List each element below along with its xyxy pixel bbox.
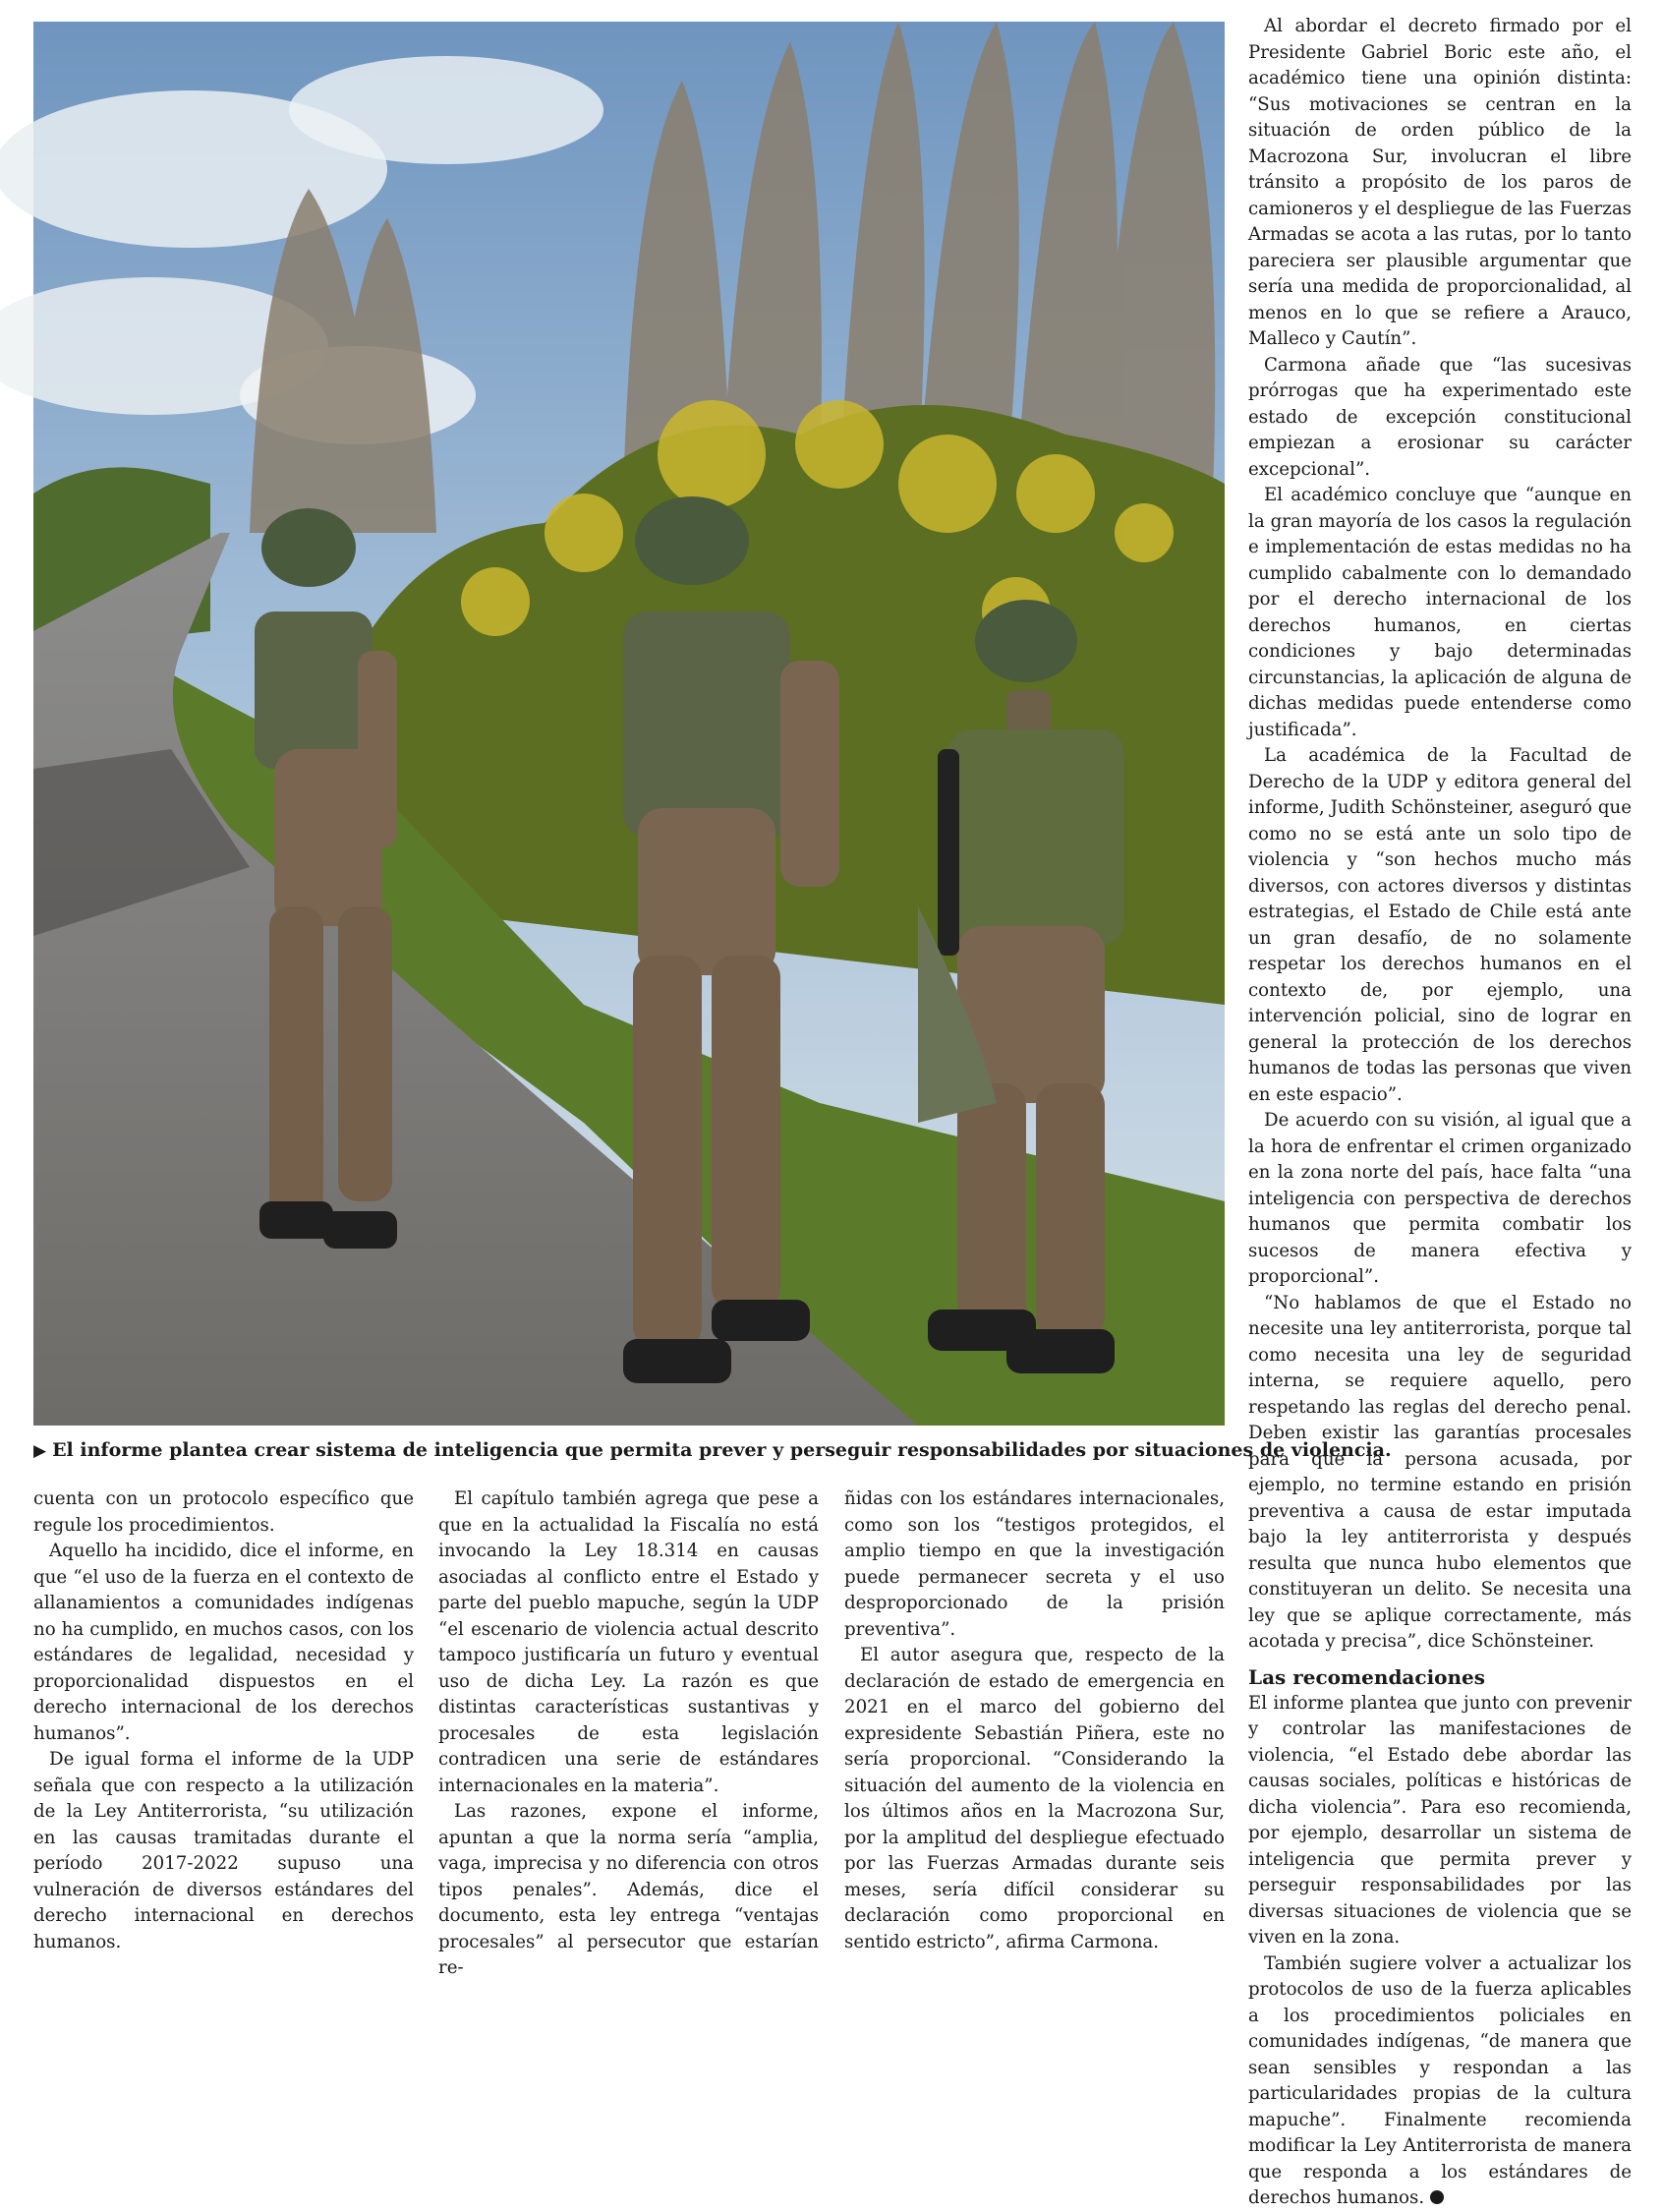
section-heading: Las recomendaciones	[1248, 1664, 1486, 1689]
paragraph: La académica de la Facultad de Derecho de la UDP y editora general del informe, Judith Schönsteiner, aseguró que como no se está ante un solo tipo de violencia y “son hechos mucho más diversos, con actores diversos y distintas estrategias, el Estado de Chile está ante un gran desafío, de no solamente respetar los derechos humanos en el contexto de, por ejemplo, una intervención policial, sino de lograr en general la protección de los derechos humanos de todas las personas que viven en este espacio”.	[1248, 745, 1632, 1105]
paragraph-text: También sugiere volver a actualizar los protocolos de uso de la fuerza aplicables a los procedimientos policiales en comunidades indígenas, “de manera que sean sensibles y respondan a las particularidades propias de la cultura mapuche”. Finalmente recomienda modificar la Ley Antiterrorista de manera que responda a los estándares de derechos humanos.	[1248, 1952, 1632, 2208]
paragraph: De acuerdo con su visión, al igual que a la hora de enfrentar el crimen organizado en la zona norte del país, hace falta “una inteligencia con perspectiva de derechos humanos que permita combatir los sucesos de manera efectiva y proporcional”.	[1248, 1110, 1632, 1287]
paragraph: El académico concluye que “aunque en la gran mayoría de los casos la regulación e implementación de estas medidas no ha cumplido cabalmente con lo demandado por el derecho internacional de los derechos humanos, en ciertas condiciones y bajo determinadas circunstancias, la aplicación de alguna de dichas medidas puede entenderse como justificada”.	[1248, 485, 1632, 740]
photo-caption	[33, 1437, 1392, 1464]
paragraph	[1248, 1951, 1632, 2212]
article-column-4	[1248, 14, 1632, 2212]
paragraph: El capítulo también agrega que pese a que en la actualidad la Fiscalía no está invocando la Ley 18.314 en causas asociadas al conflicto entre el Estado y parte del pueblo mapuche, según la UDP “el escenario de violencia actual descrito tampoco justificaría un futuro y eventual uso de dicha Ley. La razón es que distintas características sustantivas y procesales de esta legislación contradicen una serie de estándares internacionales en la materia”.	[438, 1488, 819, 1796]
photo-carabineros-icon	[33, 22, 1225, 1426]
paragraph: “No hablamos de que el Estado no necesite una ley antiterrorista, porque tal como necesita una ley de seguridad interna, se requiere aquello, pero respetando las reglas del derecho penal. Deben existir las garantías procesales para que la persona acusada, por ejemplo, no termine estando en prisión preventiva a causa de estar imputada bajo la ley antiterrorista y después resulta que nunca hubo elementos que constituyeran un delito. Se necesita una ley que se aplique correctamente, más acotada y precisa”, dice Schönsteiner.	[1248, 1292, 1632, 1652]
paragraph: Las razones, expone el informe, apuntan a que la norma sería “amplia, vaga, imprecisa y no diferencia con otros tipos penales”. Además, dice el documento, esta ley entrega “ventajas procesales” al persecutor que estarían re-	[438, 1801, 819, 1978]
end-of-article-icon	[1430, 2190, 1444, 2204]
article-column-3	[844, 1486, 1225, 1955]
paragraph: El informe plantea que junto con prevenir y controlar las manifestaciones de violencia, “el Estado debe abordar las causas sociales, políticas e históricas de dicha violencia”. Para eso recomienda, por ejemplo, desarrollar un sistema de inteligencia que permita prever y perseguir responsabilidades por las diversas situaciones de violencia que se viven en la zona.	[1248, 1692, 1632, 1948]
article-column-2	[438, 1486, 819, 1982]
paragraph: Carmona añade que “las sucesivas prórrogas que ha experimentado este estado de excepción constitucional empiezan a erosionar su carácter excepcional”.	[1248, 354, 1632, 480]
paragraph: Aquello ha incidido, dice el informe, en que “el uso de la fuerza en el contexto de allanamientos a comunidades indígenas no ha cumplido, en muchos casos, con los estándares de legalidad, necesidad y proporcionalidad dispuestos en el derecho internacional de los derechos humanos”.	[33, 1541, 414, 1744]
caption-text: El informe plantea crear sistema de inteligencia que permita prever y perseguir responsabilidades por situaciones de violencia.	[52, 1439, 1392, 1461]
paragraph: De igual forma el informe de la UDP señala que con respecto a la utilización de la Ley Antiterrorista, “su utilización en las causas tramitadas durante el período 2017-2022 supuso una vulneración de diversos estándares del derecho internacional en derechos humanos.	[33, 1749, 414, 1952]
caption-arrow-icon: ▶	[33, 1441, 47, 1461]
paragraph: ñidas con los estándares internacionales, como son los “testigos protegidos, el amplio tiempo en que la investigación puede permanecer secreta y el uso desproporcionado de la prisión preventiva”.	[844, 1488, 1225, 1640]
paragraph: cuenta con un protocolo específico que regule los procedimientos.	[33, 1488, 414, 1536]
paragraph: El autor asegura que, respecto de la declaración de estado de emergencia en 2021 en el marco del gobierno del expresidente Sebastián Piñera, este no sería proporcional. “Considerando la situación del aumento de la violencia en los últimos años en la Macrozona Sur, por la amplitud del despliegue efectuado por las Fuerzas Armadas durante seis meses, sería difícil considerar su declaración como proporcional en sentido estricto”, afirma Carmona.	[844, 1645, 1225, 1952]
paragraph: Al abordar el decreto firmado por el Presidente Gabriel Boric este año, el académico tiene una opinión distinta: “Sus motivaciones se centran en la situación de orden público de la Macrozona Sur, involucran el libre tránsito a propósito de los paros de camioneros y el despliegue de las Fuerzas Armadas se acota a las rutas, por lo tanto pareciera ser plausible argumentar que sería una medida de proporcionalidad, al menos en lo que se refiere a Arauco, Malleco y Cautín”.	[1248, 16, 1632, 349]
article-photo	[33, 22, 1225, 1426]
article-column-1	[33, 1486, 414, 1955]
